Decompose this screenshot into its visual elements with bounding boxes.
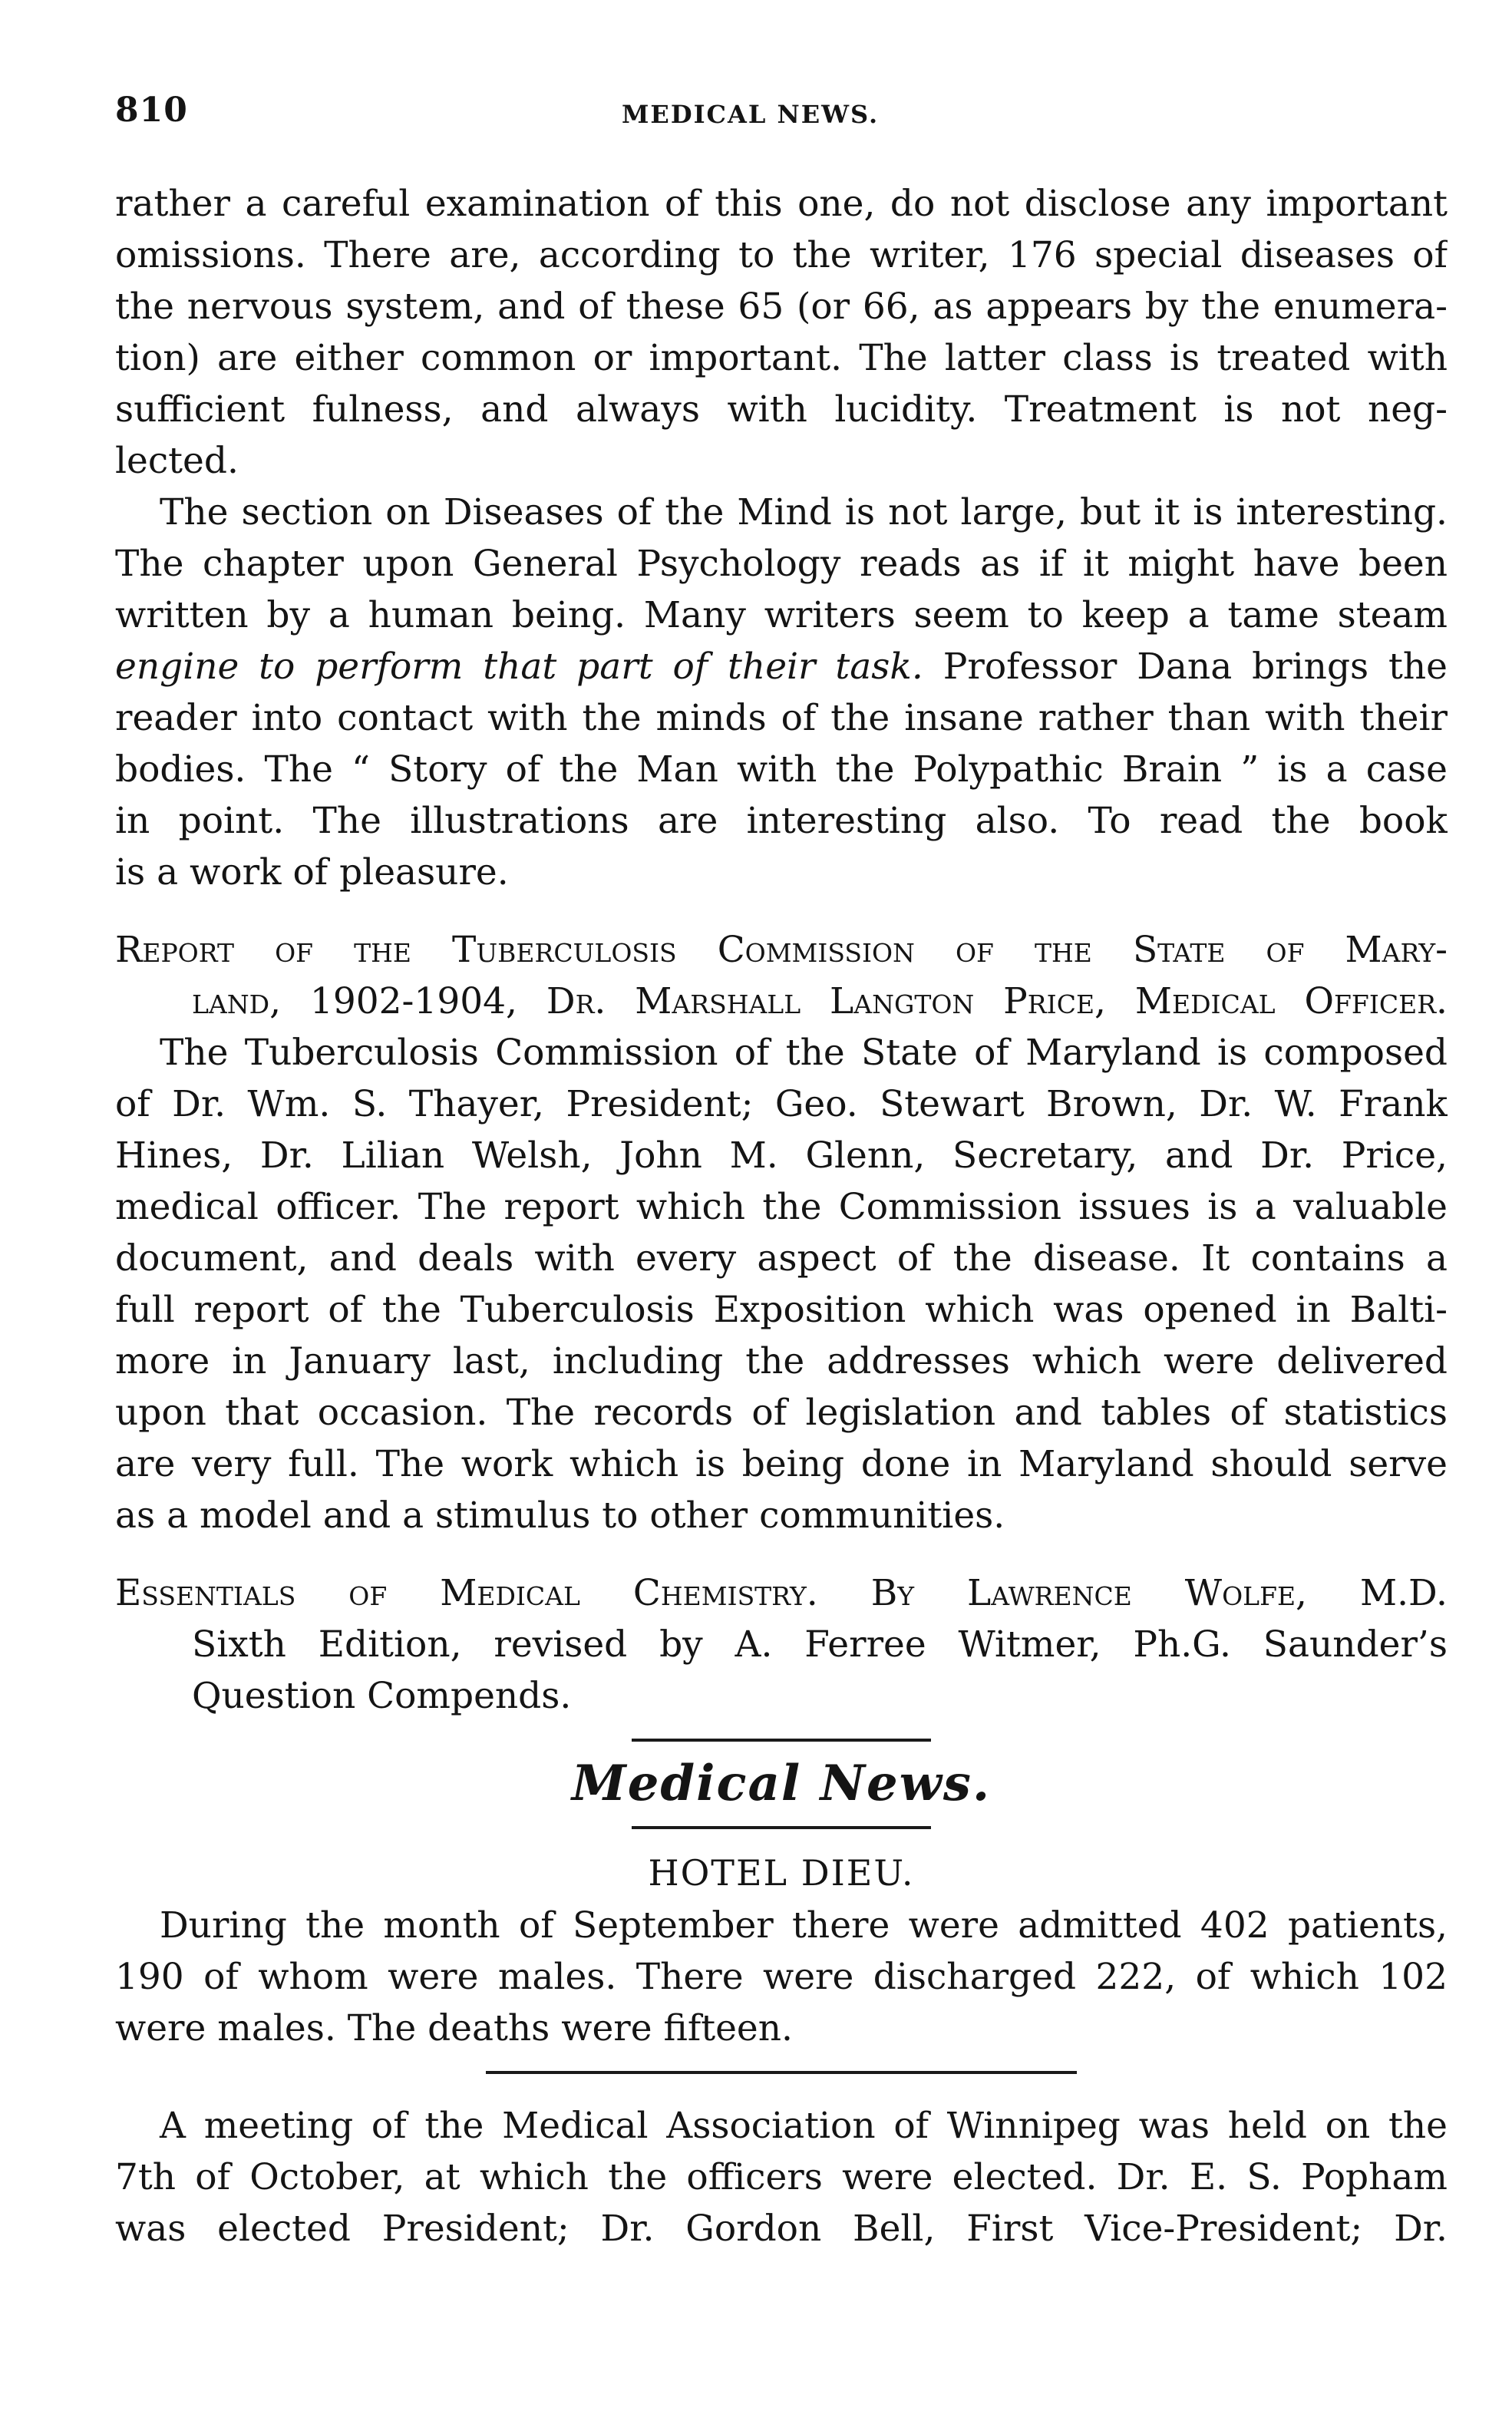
hotel-dieu-item [115, 1846, 1448, 2054]
page-content [115, 178, 1448, 2254]
text-line: as a model and a stimulus to other communities. [115, 1494, 1005, 1537]
text-line: bodies. The “ Story of the Man with the Polypathic Brain ” is a case [115, 748, 1448, 791]
text-line: The chapter upon General Psychology reads as if it might have been [115, 543, 1448, 585]
text-line [115, 641, 1448, 692]
text-line: in point. The illustrations are interesting also. To read the book [115, 800, 1448, 842]
text-line: reader into contact with the minds of the insane rather than with their [115, 697, 1448, 739]
text-line: omissions. There are, according to the writer, 176 special diseases of [115, 234, 1448, 276]
text-line: The Tuberculosis Commission of the State of Maryland is composed [160, 1032, 1448, 1074]
text-line: A meeting of the Medical Association of Winnipeg was held on the [160, 2105, 1448, 2147]
winnipeg-item [115, 2100, 1448, 2254]
text-line: The section on Diseases of the Mind is not large, but it is interesting. [160, 491, 1448, 533]
italic-phrase: engine to perform that part of their task. [115, 646, 923, 688]
text-line: more in January last, including the addresses which were delivered [115, 1340, 1448, 1382]
section-title: Medical News. [571, 1755, 992, 1812]
text-line: of Dr. Wm. S. Thayer, President; Geo. Stewart Brown, Dr. W. Frank [115, 1083, 1448, 1125]
review-heading: land, 1902-1904, Dr. Marshall Langton Price, Medical Officer. [192, 980, 1448, 1022]
text-line: 7th of October, at which the officers were elected. Dr. E. S. Popham [115, 2156, 1448, 2198]
text-line: upon that occasion. The records of legislation and tables of statistics [115, 1392, 1448, 1434]
text-line: were males. The deaths were fifteen. [115, 2007, 793, 2049]
mind-section-paragraph [115, 487, 1448, 898]
text-line: sufficient fulness, and always with lucidity. Treatment is not neg- [115, 388, 1448, 431]
page-header [115, 91, 1443, 144]
text-line: written by a human being. Many writers seem to keep a tame steam [115, 594, 1448, 636]
text-line: During the month of September there were admitted 402 patients, [160, 1904, 1448, 1947]
chemistry-review [115, 1567, 1448, 1722]
tuberculosis-review [115, 924, 1448, 1541]
news-item-heading: HOTEL DIEU. [648, 1852, 915, 1894]
text-line: document, and deals with every aspect of the disease. It contains a [115, 1237, 1448, 1280]
text-line: Sixth Edition, revised by A. Ferree Witmer, Ph.G. Saunder’s [192, 1623, 1448, 1666]
review-continuation [115, 178, 1448, 487]
text-fragment: Professor Dana brings the [923, 646, 1448, 688]
text-line: 190 of whom were males. There were discharged 222, of which 102 [115, 1956, 1448, 1998]
text-line: lected. [115, 440, 239, 482]
review-heading: Report of the Tuberculosis Commission of the State of Mary- [115, 929, 1448, 971]
text-line: the nervous system, and of these 65 (or 66, as appears by the enumera- [115, 286, 1448, 328]
running-head: MEDICAL NEWS. [622, 100, 880, 129]
text-line: are very full. The work which is being done in Maryland should serve [115, 1443, 1448, 1485]
review-heading: Essentials of Medical Chemistry. By Lawrence Wolfe, M.D. [115, 1572, 1448, 1614]
text-line: was elected President; Dr. Gordon Bell, First Vice-President; Dr. [115, 2208, 1448, 2250]
text-line: Question Compends. [192, 1675, 572, 1717]
text-line: medical officer. The report which the Commission issues is a valuable [115, 1186, 1448, 1228]
text-line: tion) are either common or important. The latter class is treated with [115, 337, 1448, 379]
text-line: full report of the Tuberculosis Exposition which was opened in Balti- [115, 1289, 1448, 1331]
text-line: is a work of pleasure. [115, 851, 509, 893]
page-number: 810 [115, 91, 188, 130]
text-line: rather a careful examination of this one, do not disclose any important [115, 183, 1448, 225]
text-line: Hines, Dr. Lilian Welsh, John M. Glenn, Secretary, and Dr. Price, [115, 1134, 1448, 1177]
